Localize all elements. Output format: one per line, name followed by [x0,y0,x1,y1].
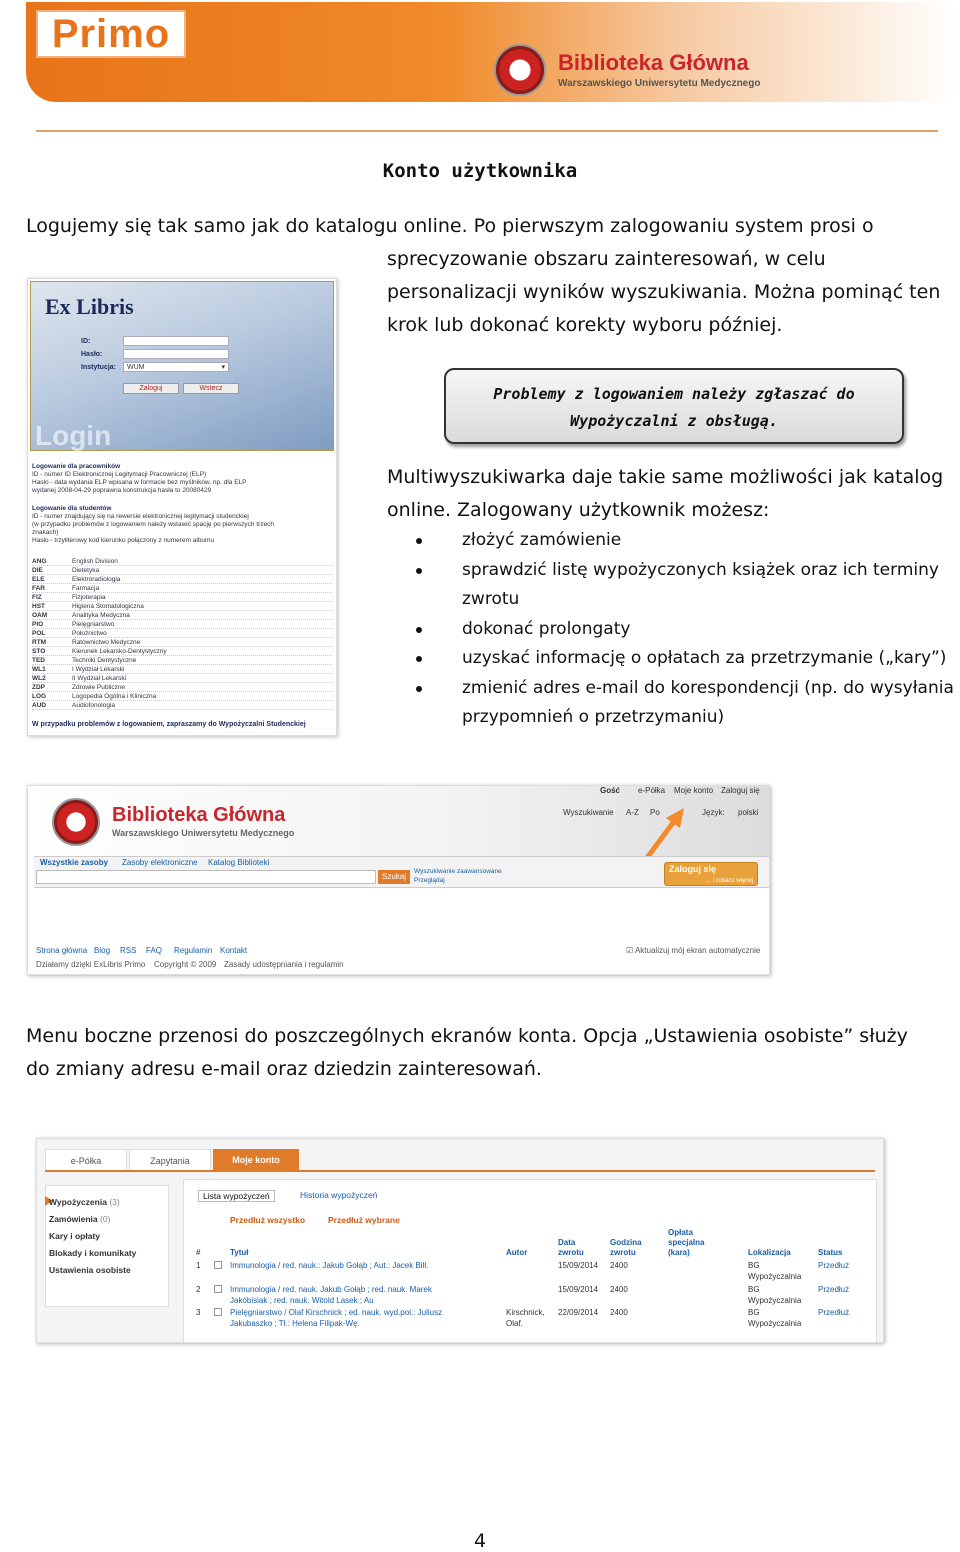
row-renew-link[interactable]: Przedłuż [818,1285,850,1294]
row-due-date: 22/09/2014 [558,1308,599,1317]
login-link[interactable]: Zaloguj się [721,786,760,795]
footer-link-rss[interactable]: RSS [120,946,137,955]
row-due-time: 2400 [610,1308,628,1317]
department-code: AUD [32,702,47,709]
department-code: ANG [32,558,47,565]
advanced-search-link[interactable]: Wyszukiwanie zaawansowane [414,868,502,875]
primo-logo [36,10,186,58]
feature-list-item: uzyskać informację o opłatach za przetrzymanie („kary”) [416,644,956,674]
rules-link[interactable]: Zasady udostępniania i regulamin [224,960,344,969]
row-renew-link[interactable]: Przedłuż [818,1261,850,1270]
col-author[interactable]: Autor [506,1248,528,1257]
department-name: Zdrowie Publiczne [72,684,126,691]
institution-value: WUM [127,364,145,371]
footer-link-rules[interactable]: Regulamin [174,946,213,955]
browse-link[interactable]: Przeglądaj [414,877,445,884]
row-due-date: 15/09/2014 [558,1261,599,1270]
row-title-link[interactable]: Immunologia / red. nauk.: Jakub Gołąb ; Aut.: Jacek Bill. [230,1261,429,1270]
student-id-note-3: znakach) [32,529,59,536]
department-row [32,584,332,593]
password-label: Hasło: [81,351,103,358]
feature-list-item: dokonać prolongaty [416,615,956,645]
exlibris-logo: Ex Libris [45,294,134,319]
feature-list [416,526,956,733]
header-divider [36,130,938,132]
row-location: BG [748,1308,760,1317]
col-fee[interactable]: Opłata specjalna (kara) [668,1228,705,1257]
language-label: Język: [702,808,725,817]
student-id-note-2: (w przypadku problemów z logowaniem należy wstawić spację po pierwszych trzech [32,521,275,528]
password-input[interactable] [123,349,229,359]
subtab-loan-list[interactable]: Lista wypożyczeń [198,1190,275,1202]
row-location-continued: Wypożyczalnia [748,1319,802,1328]
copyright: Copyright © 2009 [154,960,217,969]
table-row [184,1260,878,1284]
department-code: FAR [32,585,45,592]
loans-panel [183,1179,877,1343]
id-label: ID: [81,338,91,345]
tab-eshelf[interactable]: e-Półka [45,1149,127,1171]
col-title[interactable]: Tytuł [230,1248,249,1257]
row-checkbox[interactable] [214,1285,222,1293]
department-name: Fizjoterapia [72,594,106,601]
row-renew-link[interactable]: Przedłuż [818,1308,850,1317]
login-watermark: Login [35,420,112,451]
row-checkbox[interactable] [214,1261,222,1269]
primo-header [28,786,770,856]
department-name: Analityka Medyczna [72,612,130,619]
primo-logo-text: Primo [51,11,171,56]
department-code: LOG [32,693,47,700]
page-title: Konto użytkownika [382,160,578,182]
tab-electronic-resources[interactable]: Zasoby elektroniczne [122,858,198,867]
student-pass-note: Hasło - trzyliterowy kod kierunku połączony z numerem albumu [32,537,215,544]
search-input[interactable] [36,870,376,884]
my-account-link[interactable]: Moje konto [674,786,714,795]
primo-library-subtitle: Warszawskiego Uniwersytetu Medycznego [112,828,295,838]
row-title-link[interactable]: Pielęgniarstwo / Olaf Kirschnick ; ed. nauk. wyd.pol.: Juliusz [230,1308,443,1317]
tab-queries[interactable]: Zapytania [129,1149,211,1171]
department-row [32,674,332,683]
renew-all-button[interactable]: Przedłuż wszystko [230,1215,306,1225]
department-name: I Wydział Lekarski [72,666,125,673]
login-button[interactable] [664,862,758,886]
login-button-sub: ... i zobacz więcej [705,878,753,884]
header-banner [26,2,956,102]
footer-link-blog[interactable]: Blog [94,946,111,955]
department-row [32,602,332,611]
department-row [32,692,332,701]
multisearch-description: Multiwyszukiwarka daje takie same możliwości jak katalog online. Zalogowany użytkownik możesz: [387,466,944,521]
department-name: Techniki Dentystyczne [72,657,137,664]
my-account-screenshot [36,1138,884,1343]
col-location[interactable]: Lokalizacja [748,1248,791,1257]
side-item-fines[interactable]: Kary i opłaty [49,1231,101,1241]
subtab-loan-history[interactable]: Historia wypożyczeń [300,1190,378,1200]
feature-list-item: zmienić adres e-mail do korespondencji (np. do wysyłania przypomnień o przetrzymaniu) [416,674,956,733]
department-name: Farmacja [72,585,100,592]
login-problems-callout [444,368,904,444]
guest-label: Gość [600,786,621,795]
department-row [32,611,332,620]
department-code: WL1 [32,666,46,673]
side-item-requests[interactable]: Zamówienia (0) [49,1214,111,1224]
feature-list-item: złożyć zamówienie [416,526,956,556]
row-title-link[interactable]: Immunologia / red. nauk. Jakub Gołąb ; red. nauk. Marek [230,1285,432,1294]
login-button-label: Zaloguj się [669,864,717,874]
row-due-time: 2400 [610,1285,628,1294]
library-emblem-icon [52,798,100,846]
tab-all-resources[interactable]: Wszystkie zasoby [40,858,109,867]
callout-line-2: Wypożyczalni z obsługą. [570,412,778,430]
intro-text-continued: sprecyzowanie obszaru zainteresowań, w celu personalizacji wyników wyszukiwania. Można pominąć ten krok lub dokonać korekty wyboru później. [387,248,941,336]
staff-login-info [32,463,332,495]
chevron-down-icon: ▾ [221,364,225,371]
col-status[interactable]: Status [818,1248,843,1257]
department-row [32,593,332,602]
department-code: WL2 [32,675,46,682]
department-name: Położnictwo [72,630,107,637]
nav-az[interactable]: A-Z [626,808,639,817]
department-name: Dietetyka [72,567,100,574]
tab-library-catalog[interactable]: Katalog Biblioteki [208,858,270,867]
login-panel [30,281,334,451]
search-button[interactable]: Szukaj [378,870,410,884]
department-code: RTM [32,639,47,646]
department-row [32,701,332,710]
department-row [32,665,332,674]
side-item-blocks[interactable]: Blokady i komunikaty [49,1248,137,1258]
department-name: Pielęgniarstwo [72,621,115,628]
table-row [184,1284,878,1308]
login-screenshot [27,278,337,736]
library-emblem-icon [494,44,546,96]
staff-id-note: ID - numer ID Elektronicznej Legitymacji Pracowniczej (ELP) [32,471,207,478]
student-id-note: ID - numer znajdujący się na rewersie elektronicznej legitymacji studenckiej [32,513,249,520]
tab-underline [45,1170,875,1172]
row-title-link-continued[interactable]: Jakubaszko ; Tł.: Helena Filipak-Wę. [230,1319,360,1328]
primo-library-title: Biblioteka Główna [112,804,286,826]
department-row [32,638,332,647]
tab-my-account[interactable]: Moje konto [213,1149,299,1171]
nav-po[interactable]: Po [650,808,660,817]
row-number: 3 [196,1308,201,1317]
renew-selected-button[interactable]: Przedłuż wybrane [328,1215,400,1225]
department-row [32,557,332,566]
powered-by: Działamy dzięki ExLibris Primo [36,960,146,969]
row-location: BG [748,1285,760,1294]
staff-heading: Logowanie dla pracowników [32,463,121,470]
department-code: STO [32,648,46,655]
department-row [32,683,332,692]
row-title-link-continued[interactable]: Jakóbisiak ; red. nauk. Witold Lasek ; Au [230,1296,374,1305]
staff-pass-note-2: wydanej 2008-04-29 poprawna konstrukcja hasła to 20080429 [32,487,212,494]
department-name: II Wydział Lekarski [72,675,127,682]
department-code: DIE [32,567,43,574]
id-input[interactable] [123,336,229,346]
student-heading: Logowanie dla studentów [32,505,112,512]
student-login-info [32,505,332,545]
department-name: Elektroradiologia [72,576,121,583]
auto-refresh-option[interactable] [626,946,760,955]
department-row [32,620,332,629]
department-row [32,629,332,638]
primo-homepage-screenshot [27,785,770,975]
department-name: English Division [72,558,118,565]
library-subtitle: Warszawskiego Uniwersytetu Medycznego [558,78,761,89]
department-name: Logopedia Ogólna i Kliniczna [72,693,157,700]
eshelf-link[interactable]: e-Półka [638,786,666,795]
department-code: POL [32,630,46,637]
col-due-date[interactable]: Data zwrotu [558,1238,584,1257]
login-footer-note: W przypadku problemów z logowaniem, zapraszamy do Wypożyczalni Studenckiej [32,721,306,728]
login-button[interactable]: Zaloguj [123,383,179,394]
department-code: PIO [32,621,44,628]
col-due-time[interactable]: Godzina zwrotu [610,1238,642,1257]
department-row [32,656,332,665]
department-code: ELE [32,576,45,583]
side-menu-description: Menu boczne przenosi do poszczególnych ekranów konta. Opcja „Ustawienia osobiste” służy do zmiany adresu e-mail oraz dziedzin zainteresowań. [26,1025,908,1080]
row-location-continued: Wypożyczalnia [748,1296,802,1305]
department-row [32,566,332,575]
library-title: Biblioteka Główna [558,50,749,75]
institution-label: Instytucja: [81,364,117,371]
checkbox-checked-icon: ☑ [626,946,634,955]
department-code: HST [32,603,45,610]
footer-link-contact[interactable]: Kontakt [220,946,248,955]
nav-multisearch[interactable]: Wyszukiwanie [563,808,614,817]
department-name: Audiofonologia [72,702,116,709]
department-code: ZDP [32,684,45,691]
back-button[interactable]: Wstecz [183,383,239,394]
department-row [32,647,332,656]
side-item-loans[interactable]: Wypożyczenia (3) [49,1197,120,1207]
row-author: Kirschnick, [506,1308,545,1317]
row-location: BG [748,1261,760,1270]
staff-pass-note: Hasło - data wydania ELP wpisana w formacie bez myślników, np. dla ELP [32,479,247,486]
auto-refresh-label: Aktualizuj mój ekran automatycznie [634,946,761,955]
feature-list-item: sprawdzić listę wypożyczonych książek oraz ich terminy zwrotu [416,556,956,615]
row-checkbox[interactable] [214,1308,222,1316]
language-select[interactable]: polski [738,808,759,817]
department-row [32,575,332,584]
row-number: 2 [196,1285,201,1294]
intro-text-first-line: Logujemy się tak samo jak do katalogu online. Po pierwszym zalogowaniu system prosi o [26,215,874,237]
department-name: Ratownictwo Medyczne [72,639,141,646]
department-code: TED [32,657,45,664]
table-row [184,1307,878,1331]
callout-line-1: Problemy z logowaniem należy zgłaszać do [493,385,855,403]
institution-select[interactable] [123,362,229,372]
department-code: FIZ [32,594,42,601]
footer-link-faq[interactable]: FAQ [146,946,163,955]
row-location-continued: Wypożyczalnia [748,1272,802,1281]
page-number: 4 [473,1530,487,1552]
department-name: Kierunek Lekarsko-Dentystyczny [72,648,167,655]
department-name: Higiena Stomatologiczna [72,603,144,610]
department-code: OAM [32,612,48,619]
side-item-settings[interactable]: Ustawienia osobiste [49,1265,131,1275]
row-author-continued: Olaf. [506,1319,523,1328]
row-due-time: 2400 [610,1261,628,1270]
row-due-date: 15/09/2014 [558,1285,599,1294]
department-code-table [32,557,332,710]
row-number: 1 [196,1261,201,1270]
footer-link-home[interactable]: Strona główna [36,946,88,955]
col-number: # [196,1248,201,1257]
